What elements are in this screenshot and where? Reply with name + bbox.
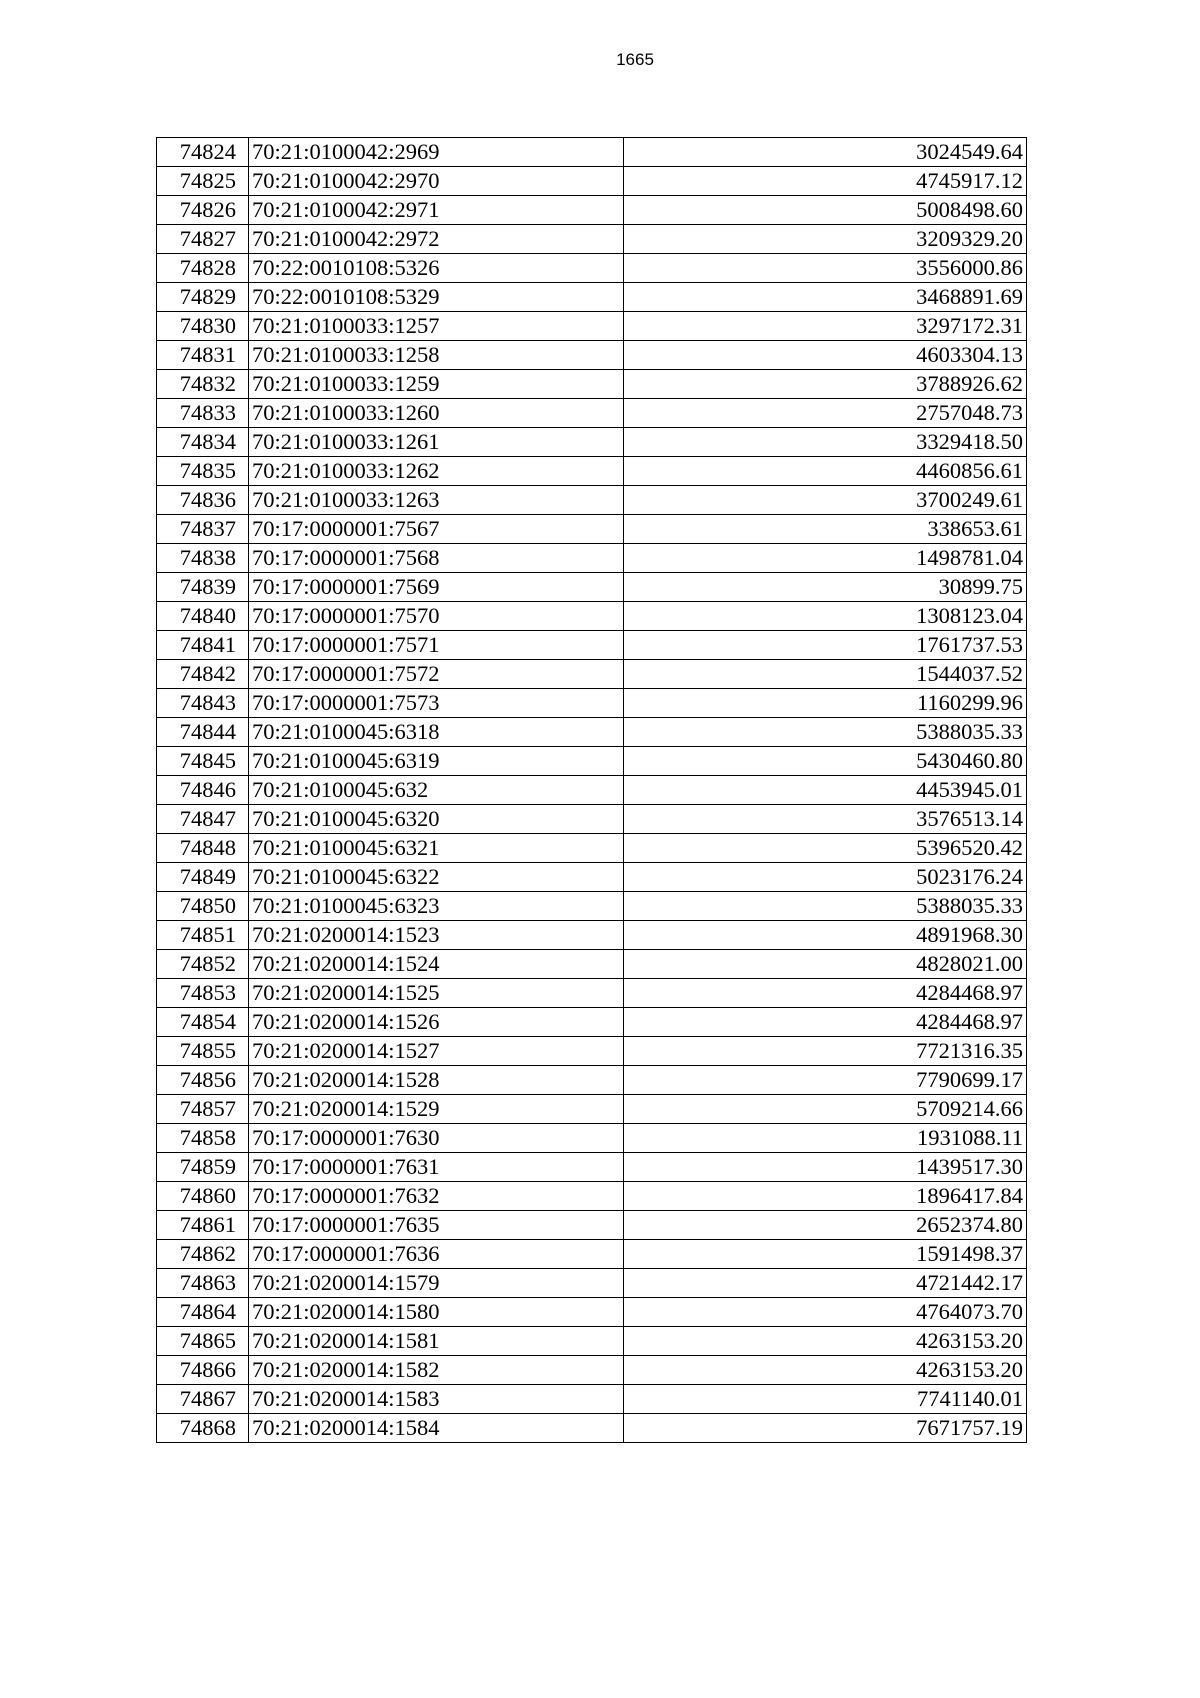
cadastral-value-cell: 5396520.42 — [624, 834, 1027, 863]
cadastral-value-cell: 3329418.50 — [624, 428, 1027, 457]
cadastral-number-cell: 70:17:0000001:7630 — [249, 1124, 624, 1153]
cadastral-value-cell: 1439517.30 — [624, 1153, 1027, 1182]
cadastral-value-cell: 4460856.61 — [624, 457, 1027, 486]
row-number-cell: 74834 — [157, 428, 249, 457]
cadastral-number-cell: 70:21:0200014:1528 — [249, 1066, 624, 1095]
cadastral-number-cell: 70:17:0000001:7572 — [249, 660, 624, 689]
row-number-cell: 74825 — [157, 167, 249, 196]
table-row — [157, 950, 1027, 979]
row-number-cell: 74845 — [157, 747, 249, 776]
table-row — [157, 631, 1027, 660]
table-row — [157, 486, 1027, 515]
table-row — [157, 892, 1027, 921]
row-number-cell: 74827 — [157, 225, 249, 254]
cadastral-number-cell: 70:21:0100033:1258 — [249, 341, 624, 370]
table-row — [157, 979, 1027, 1008]
table-row — [157, 1414, 1027, 1443]
table-row — [157, 341, 1027, 370]
row-number-cell: 74861 — [157, 1211, 249, 1240]
table-row — [157, 254, 1027, 283]
row-number-cell: 74868 — [157, 1414, 249, 1443]
cadastral-value-cell: 5388035.33 — [624, 892, 1027, 921]
row-number-cell: 74839 — [157, 573, 249, 602]
row-number-cell: 74854 — [157, 1008, 249, 1037]
row-number-cell: 74843 — [157, 689, 249, 718]
row-number-cell: 74853 — [157, 979, 249, 1008]
cadastral-value-cell: 4263153.20 — [624, 1356, 1027, 1385]
table-row — [157, 515, 1027, 544]
cadastral-number-cell: 70:21:0100033:1260 — [249, 399, 624, 428]
cadastral-value-cell: 7721316.35 — [624, 1037, 1027, 1066]
cadastral-value-cell: 5023176.24 — [624, 863, 1027, 892]
cadastral-number-cell: 70:21:0100045:632 — [249, 776, 624, 805]
table-row — [157, 1153, 1027, 1182]
table-row — [157, 1385, 1027, 1414]
table-row — [157, 689, 1027, 718]
row-number-cell: 74848 — [157, 834, 249, 863]
row-number-cell: 74840 — [157, 602, 249, 631]
cadastral-value-cell: 5008498.60 — [624, 196, 1027, 225]
table-row — [157, 457, 1027, 486]
table-row — [157, 1240, 1027, 1269]
row-number-cell: 74829 — [157, 283, 249, 312]
cadastral-value-cell: 1160299.96 — [624, 689, 1027, 718]
cadastral-value-cell: 2757048.73 — [624, 399, 1027, 428]
row-number-cell: 74865 — [157, 1327, 249, 1356]
cadastral-value-cell: 4764073.70 — [624, 1298, 1027, 1327]
cadastral-number-cell: 70:21:0100042:2972 — [249, 225, 624, 254]
table-row — [157, 1182, 1027, 1211]
row-number-cell: 74844 — [157, 718, 249, 747]
row-number-cell: 74836 — [157, 486, 249, 515]
cadastral-value-cell: 7741140.01 — [624, 1385, 1027, 1414]
cadastral-number-cell: 70:22:0010108:5329 — [249, 283, 624, 312]
cadastral-number-cell: 70:17:0000001:7567 — [249, 515, 624, 544]
row-number-cell: 74833 — [157, 399, 249, 428]
table-row — [157, 1037, 1027, 1066]
table-row — [157, 1269, 1027, 1298]
table-row — [157, 138, 1027, 167]
cadastral-number-cell: 70:21:0200014:1579 — [249, 1269, 624, 1298]
cadastral-value-cell: 3788926.62 — [624, 370, 1027, 399]
table-row — [157, 1124, 1027, 1153]
row-number-cell: 74832 — [157, 370, 249, 399]
table-row — [157, 747, 1027, 776]
cadastral-value-cell: 3297172.31 — [624, 312, 1027, 341]
cadastral-number-cell: 70:21:0100033:1257 — [249, 312, 624, 341]
table-row — [157, 1211, 1027, 1240]
table-row — [157, 573, 1027, 602]
table-row — [157, 834, 1027, 863]
cadastral-value-cell: 1896417.84 — [624, 1182, 1027, 1211]
table-row — [157, 776, 1027, 805]
cadastral-number-cell: 70:21:0200014:1584 — [249, 1414, 624, 1443]
cadastral-number-cell: 70:17:0000001:7568 — [249, 544, 624, 573]
table-row — [157, 1327, 1027, 1356]
cadastral-number-cell: 70:22:0010108:5326 — [249, 254, 624, 283]
cadastral-number-cell: 70:21:0100045:6322 — [249, 863, 624, 892]
row-number-cell: 74838 — [157, 544, 249, 573]
cadastral-number-cell: 70:21:0100042:2970 — [249, 167, 624, 196]
cadastral-value-cell: 3700249.61 — [624, 486, 1027, 515]
table-row — [157, 1356, 1027, 1385]
cadastral-value-cell: 30899.75 — [624, 573, 1027, 602]
cadastral-number-cell: 70:21:0100045:6323 — [249, 892, 624, 921]
cadastral-value-cell: 1544037.52 — [624, 660, 1027, 689]
cadastral-number-cell: 70:21:0100045:6318 — [249, 718, 624, 747]
row-number-cell: 74860 — [157, 1182, 249, 1211]
row-number-cell: 74847 — [157, 805, 249, 834]
table-row — [157, 544, 1027, 573]
row-number-cell: 74864 — [157, 1298, 249, 1327]
cadastral-value-cell: 3024549.64 — [624, 138, 1027, 167]
row-number-cell: 74858 — [157, 1124, 249, 1153]
table-row — [157, 602, 1027, 631]
cadastral-number-cell: 70:17:0000001:7631 — [249, 1153, 624, 1182]
cadastral-number-cell: 70:21:0200014:1583 — [249, 1385, 624, 1414]
cadastral-value-cell: 5388035.33 — [624, 718, 1027, 747]
row-number-cell: 74856 — [157, 1066, 249, 1095]
cadastral-value-cell: 1931088.11 — [624, 1124, 1027, 1153]
cadastral-value-cell: 4284468.97 — [624, 1008, 1027, 1037]
table-row — [157, 718, 1027, 747]
cadastral-number-cell: 70:17:0000001:7573 — [249, 689, 624, 718]
cadastral-number-cell: 70:21:0200014:1526 — [249, 1008, 624, 1037]
row-number-cell: 74824 — [157, 138, 249, 167]
cadastral-number-cell: 70:21:0100045:6321 — [249, 834, 624, 863]
cadastral-number-cell: 70:21:0200014:1524 — [249, 950, 624, 979]
row-number-cell: 74828 — [157, 254, 249, 283]
row-number-cell: 74866 — [157, 1356, 249, 1385]
cadastral-number-cell: 70:17:0000001:7635 — [249, 1211, 624, 1240]
row-number-cell: 74842 — [157, 660, 249, 689]
row-number-cell: 74862 — [157, 1240, 249, 1269]
cadastral-value-cell: 1308123.04 — [624, 602, 1027, 631]
cadastral-number-cell: 70:21:0100033:1259 — [249, 370, 624, 399]
table-row — [157, 167, 1027, 196]
row-number-cell: 74850 — [157, 892, 249, 921]
cadastral-value-cell: 1498781.04 — [624, 544, 1027, 573]
table-row — [157, 399, 1027, 428]
row-number-cell: 74852 — [157, 950, 249, 979]
row-number-cell: 74846 — [157, 776, 249, 805]
cadastral-number-cell: 70:21:0100042:2971 — [249, 196, 624, 225]
cadastral-value-cell: 5430460.80 — [624, 747, 1027, 776]
cadastral-value-cell: 338653.61 — [624, 515, 1027, 544]
cadastral-value-cell: 5709214.66 — [624, 1095, 1027, 1124]
cadastral-number-cell: 70:21:0200014:1580 — [249, 1298, 624, 1327]
cadastral-value-cell: 4284468.97 — [624, 979, 1027, 1008]
row-number-cell: 74830 — [157, 312, 249, 341]
row-number-cell: 74855 — [157, 1037, 249, 1066]
row-number-cell: 74849 — [157, 863, 249, 892]
row-number-cell: 74867 — [157, 1385, 249, 1414]
cadastral-number-cell: 70:21:0100033:1261 — [249, 428, 624, 457]
cadastral-number-cell: 70:21:0100033:1263 — [249, 486, 624, 515]
table-row — [157, 428, 1027, 457]
cadastral-value-cell: 1761737.53 — [624, 631, 1027, 660]
row-number-cell: 74851 — [157, 921, 249, 950]
cadastral-number-cell: 70:17:0000001:7570 — [249, 602, 624, 631]
cadastral-number-cell: 70:17:0000001:7571 — [249, 631, 624, 660]
table-row — [157, 660, 1027, 689]
table-row — [157, 863, 1027, 892]
cadastral-value-cell: 7671757.19 — [624, 1414, 1027, 1443]
row-number-cell: 74831 — [157, 341, 249, 370]
cadastral-value-cell: 4721442.17 — [624, 1269, 1027, 1298]
cadastral-number-cell: 70:21:0200014:1581 — [249, 1327, 624, 1356]
cadastral-value-cell: 3576513.14 — [624, 805, 1027, 834]
cadastral-value-cell: 3556000.86 — [624, 254, 1027, 283]
cadastral-value-cell: 4453945.01 — [624, 776, 1027, 805]
cadastral-value-cell: 4891968.30 — [624, 921, 1027, 950]
cadastral-value-cell: 7790699.17 — [624, 1066, 1027, 1095]
table-body — [157, 138, 1027, 1443]
cadastral-value-cell: 4263153.20 — [624, 1327, 1027, 1356]
cadastral-value-table — [156, 137, 1027, 1443]
table-row — [157, 805, 1027, 834]
cadastral-number-cell: 70:21:0200014:1523 — [249, 921, 624, 950]
row-number-cell: 74835 — [157, 457, 249, 486]
row-number-cell: 74826 — [157, 196, 249, 225]
table-row — [157, 1008, 1027, 1037]
row-number-cell: 74859 — [157, 1153, 249, 1182]
cadastral-number-cell: 70:17:0000001:7569 — [249, 573, 624, 602]
cadastral-number-cell: 70:17:0000001:7632 — [249, 1182, 624, 1211]
table-row — [157, 370, 1027, 399]
cadastral-value-cell: 3468891.69 — [624, 283, 1027, 312]
table-row — [157, 196, 1027, 225]
table-row — [157, 283, 1027, 312]
cadastral-number-cell: 70:21:0200014:1527 — [249, 1037, 624, 1066]
cadastral-number-cell: 70:17:0000001:7636 — [249, 1240, 624, 1269]
row-number-cell: 74857 — [157, 1095, 249, 1124]
table-row — [157, 1066, 1027, 1095]
table-row — [157, 1095, 1027, 1124]
cadastral-number-cell: 70:21:0100033:1262 — [249, 457, 624, 486]
row-number-cell: 74863 — [157, 1269, 249, 1298]
table-row — [157, 1298, 1027, 1327]
row-number-cell: 74841 — [157, 631, 249, 660]
table-row — [157, 225, 1027, 254]
row-number-cell: 74837 — [157, 515, 249, 544]
cadastral-number-cell: 70:21:0200014:1582 — [249, 1356, 624, 1385]
cadastral-value-cell: 4828021.00 — [624, 950, 1027, 979]
cadastral-number-cell: 70:21:0100045:6320 — [249, 805, 624, 834]
cadastral-value-cell: 3209329.20 — [624, 225, 1027, 254]
cadastral-value-cell: 1591498.37 — [624, 1240, 1027, 1269]
cadastral-number-cell: 70:21:0100045:6319 — [249, 747, 624, 776]
cadastral-value-cell: 4745917.12 — [624, 167, 1027, 196]
cadastral-number-cell: 70:21:0200014:1525 — [249, 979, 624, 1008]
cadastral-value-cell: 4603304.13 — [624, 341, 1027, 370]
cadastral-value-cell: 2652374.80 — [624, 1211, 1027, 1240]
cadastral-number-cell: 70:21:0200014:1529 — [249, 1095, 624, 1124]
table-row — [157, 312, 1027, 341]
cadastral-number-cell: 70:21:0100042:2969 — [249, 138, 624, 167]
page-number: 1665 — [616, 50, 654, 69]
table-row — [157, 921, 1027, 950]
